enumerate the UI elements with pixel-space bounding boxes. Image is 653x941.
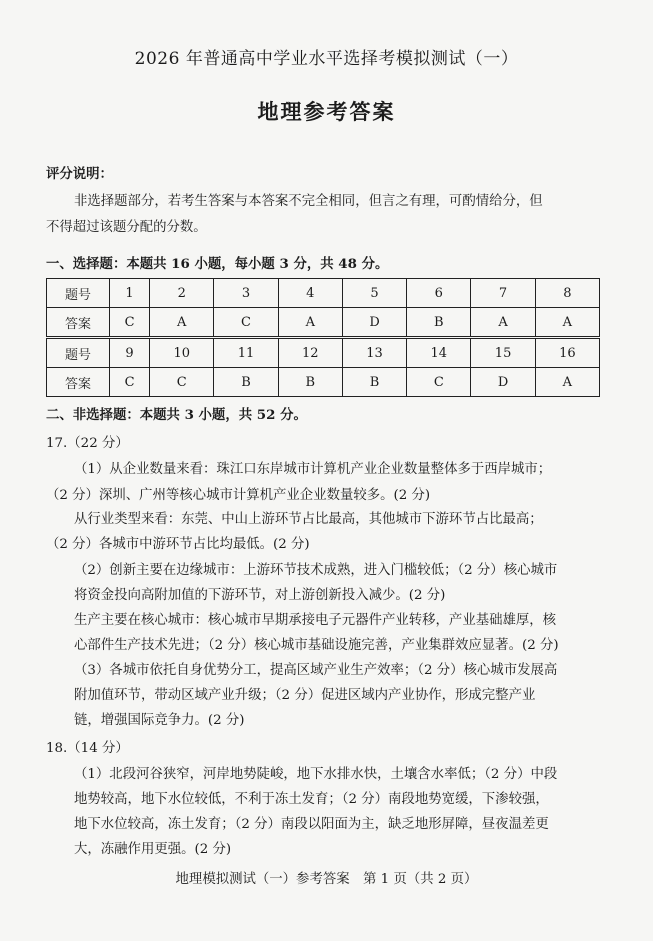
question-number-cell: 2: [150, 279, 214, 308]
question-number-cell: 4: [278, 279, 342, 308]
question-number-cell: 9: [110, 338, 150, 368]
table-row: [47, 338, 600, 368]
answer-cell: D: [342, 308, 406, 338]
q17-answer-line: 心部件生产技术先进；（2 分）核心城市基础设施完善，产业集群效应显著。(2 分): [74, 638, 559, 653]
q18-answer-line: 地下水位较高，冻土发育；（2 分）南段以阳面为主，缺乏地形屏障，昼夜温差更: [74, 817, 549, 832]
table-row: [47, 308, 600, 338]
q18-answer-line: 大，冻融作用更强。(2 分): [74, 842, 232, 857]
question-number-cell: 10: [150, 338, 214, 368]
question-number-cell: 6: [407, 279, 471, 308]
scoring-text-line-2: 不得超过该题分配的分数。: [46, 220, 207, 235]
answer-cell: A: [535, 368, 599, 397]
scoring-text-line-1: 非选择题部分，若考生答案与本答案不完全相同，但言之有理，可酌情给分，但: [74, 194, 543, 209]
answer-cell: B: [214, 368, 278, 397]
table-header-cell: 题号: [47, 338, 110, 368]
q18-answer-line: 地势较高，地下水位较低，不利于冻土发育；（2 分）南段地势宽缓，下渗较强，: [74, 792, 549, 807]
answer-cell: B: [278, 368, 342, 397]
question-number-cell: 11: [214, 338, 278, 368]
answer-cell: A: [535, 308, 599, 338]
question-number-cell: 1: [110, 279, 150, 308]
table-header-cell: 题号: [47, 279, 110, 308]
q17-answer-line: 链，增强国际竞争力。(2 分): [74, 713, 245, 728]
table-header-cell: 答案: [47, 308, 110, 338]
q17-answer-line: （1）从企业数量来看：珠江口东岸城市计算机产业企业数量整体多于西岸城市；: [74, 462, 552, 477]
q17-answer-line: （2 分）各城市中游环节占比均最低。(2 分): [46, 537, 310, 552]
table-header-cell: 答案: [47, 368, 110, 397]
q17-answer-line: （2 分）深圳、广州等核心城市计算机产业企业数量较多。(2 分): [46, 488, 431, 503]
answer-cell: B: [407, 308, 471, 338]
q17-answer-line: 将资金投向高附加值的下游环节，对上游创新投入减少。(2 分): [74, 588, 446, 603]
question-17-label: 17.（22 分）: [46, 436, 129, 451]
question-number-cell: 3: [214, 279, 278, 308]
answer-cell: C: [110, 308, 150, 338]
question-number-cell: 12: [278, 338, 342, 368]
question-number-cell: 16: [535, 338, 599, 368]
answer-cell: A: [471, 308, 535, 338]
q18-answer-line: （1）北段河谷狭窄，河岸地势陡峻，地下水排水快，土壤含水率低；（2 分）中段: [74, 767, 558, 782]
answer-cell: A: [150, 308, 214, 338]
section-2-heading: 二、非选择题：本题共 3 小题，共 52 分。: [46, 407, 307, 423]
question-number-cell: 13: [342, 338, 406, 368]
answer-cell: D: [471, 368, 535, 397]
answer-cell: C: [110, 368, 150, 397]
answer-cell: C: [150, 368, 214, 397]
question-number-cell: 14: [407, 338, 471, 368]
exam-title: 2026 年普通高中学业水平选择考模拟测试（一）: [134, 49, 519, 69]
page-footer: 地理模拟测试（一）参考答案 第 1 页（共 2 页）: [175, 872, 478, 887]
question-18-label: 18.（14 分）: [46, 741, 129, 756]
q17-answer-line: 附加值环节，带动区域产业升级；（2 分）促进区域内产业协作，形成完整产业: [74, 688, 536, 703]
q17-answer-line: 生产主要在核心城市：核心城市早期承接电子元器件产业转移，产业基础雄厚，核: [74, 613, 557, 628]
question-number-cell: 8: [535, 279, 599, 308]
question-number-cell: 7: [471, 279, 535, 308]
q17-answer-line: （3）各城市依托自身优势分工，提高区域产业生产效率；（2 分）核心城市发展高: [74, 663, 558, 678]
section-1-heading: 一、选择题：本题共 16 小题，每小题 3 分，共 48 分。: [46, 256, 389, 272]
table-row: [47, 279, 600, 308]
scoring-heading: 评分说明：: [46, 166, 113, 182]
document-title: 地理参考答案: [257, 99, 396, 124]
answer-table: [46, 278, 600, 397]
answer-cell: C: [407, 368, 471, 397]
table-row: [47, 368, 600, 397]
q17-answer-line: （2）创新主要在边缘城市：上游环节技术成熟，进入门槛较低；（2 分）核心城市: [74, 563, 558, 578]
q17-answer-line: 从行业类型来看：东莞、中山上游环节占比最高，其他城市下游环节占比最高；: [74, 512, 543, 527]
question-number-cell: 5: [342, 279, 406, 308]
answer-cell: A: [278, 308, 342, 338]
answer-cell: B: [342, 368, 406, 397]
question-number-cell: 15: [471, 338, 535, 368]
answer-cell: C: [214, 308, 278, 338]
